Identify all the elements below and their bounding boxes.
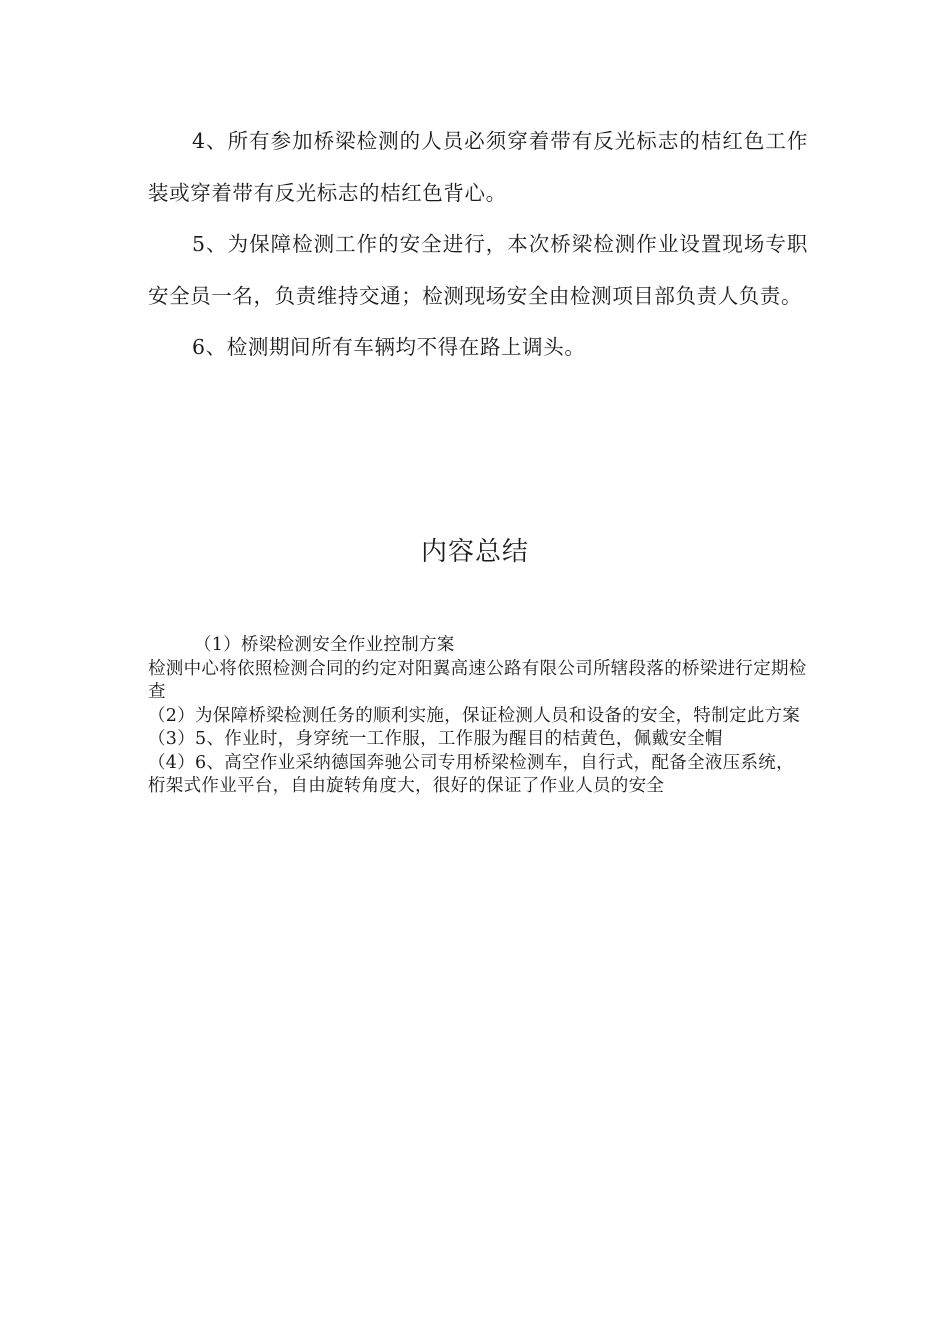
body-text (148, 116, 808, 374)
summary-item-4: （4）6、高空作业采纳德国奔驰公司专用桥梁检测车，自行式，配备全液压系统，桁架式作业平台，自由旋转角度大，很好的保证了作业人员的安全 (148, 752, 794, 796)
summary-item-2: （2）为保障桥梁检测任务的顺利实施，保证检测人员和设备的安全，特制定此方案 (148, 705, 801, 726)
paragraph-5: 5、为保障检测工作的安全进行，本次桥梁检测作业设置现场专职安全员一名，负责维持交通；检测现场安全由检测项目部负责人负责。 (148, 232, 808, 308)
paragraph-4: 4、所有参加桥梁检测的人员必须穿着带有反光标志的桔红色工作装或穿着带有反光标志的桔红色背心。 (148, 129, 808, 205)
summary-item-3: （3）5、作业时，身穿统一工作服，工作服为醒目的桔黄色，佩戴安全帽 (148, 729, 723, 749)
paragraph-6: 6、检测期间所有车辆均不得在路上调头。 (192, 335, 586, 359)
summary-section (148, 634, 808, 799)
summary-item-1-detail: 检测中心将依照检测合同的约定对阳翼高速公路有限公司所辖段落的桥梁进行定期检查 (148, 658, 807, 702)
summary-item-1: （1）桥梁检测安全作业控制方案 (194, 635, 455, 655)
summary-title: 内容总结 (420, 537, 529, 567)
